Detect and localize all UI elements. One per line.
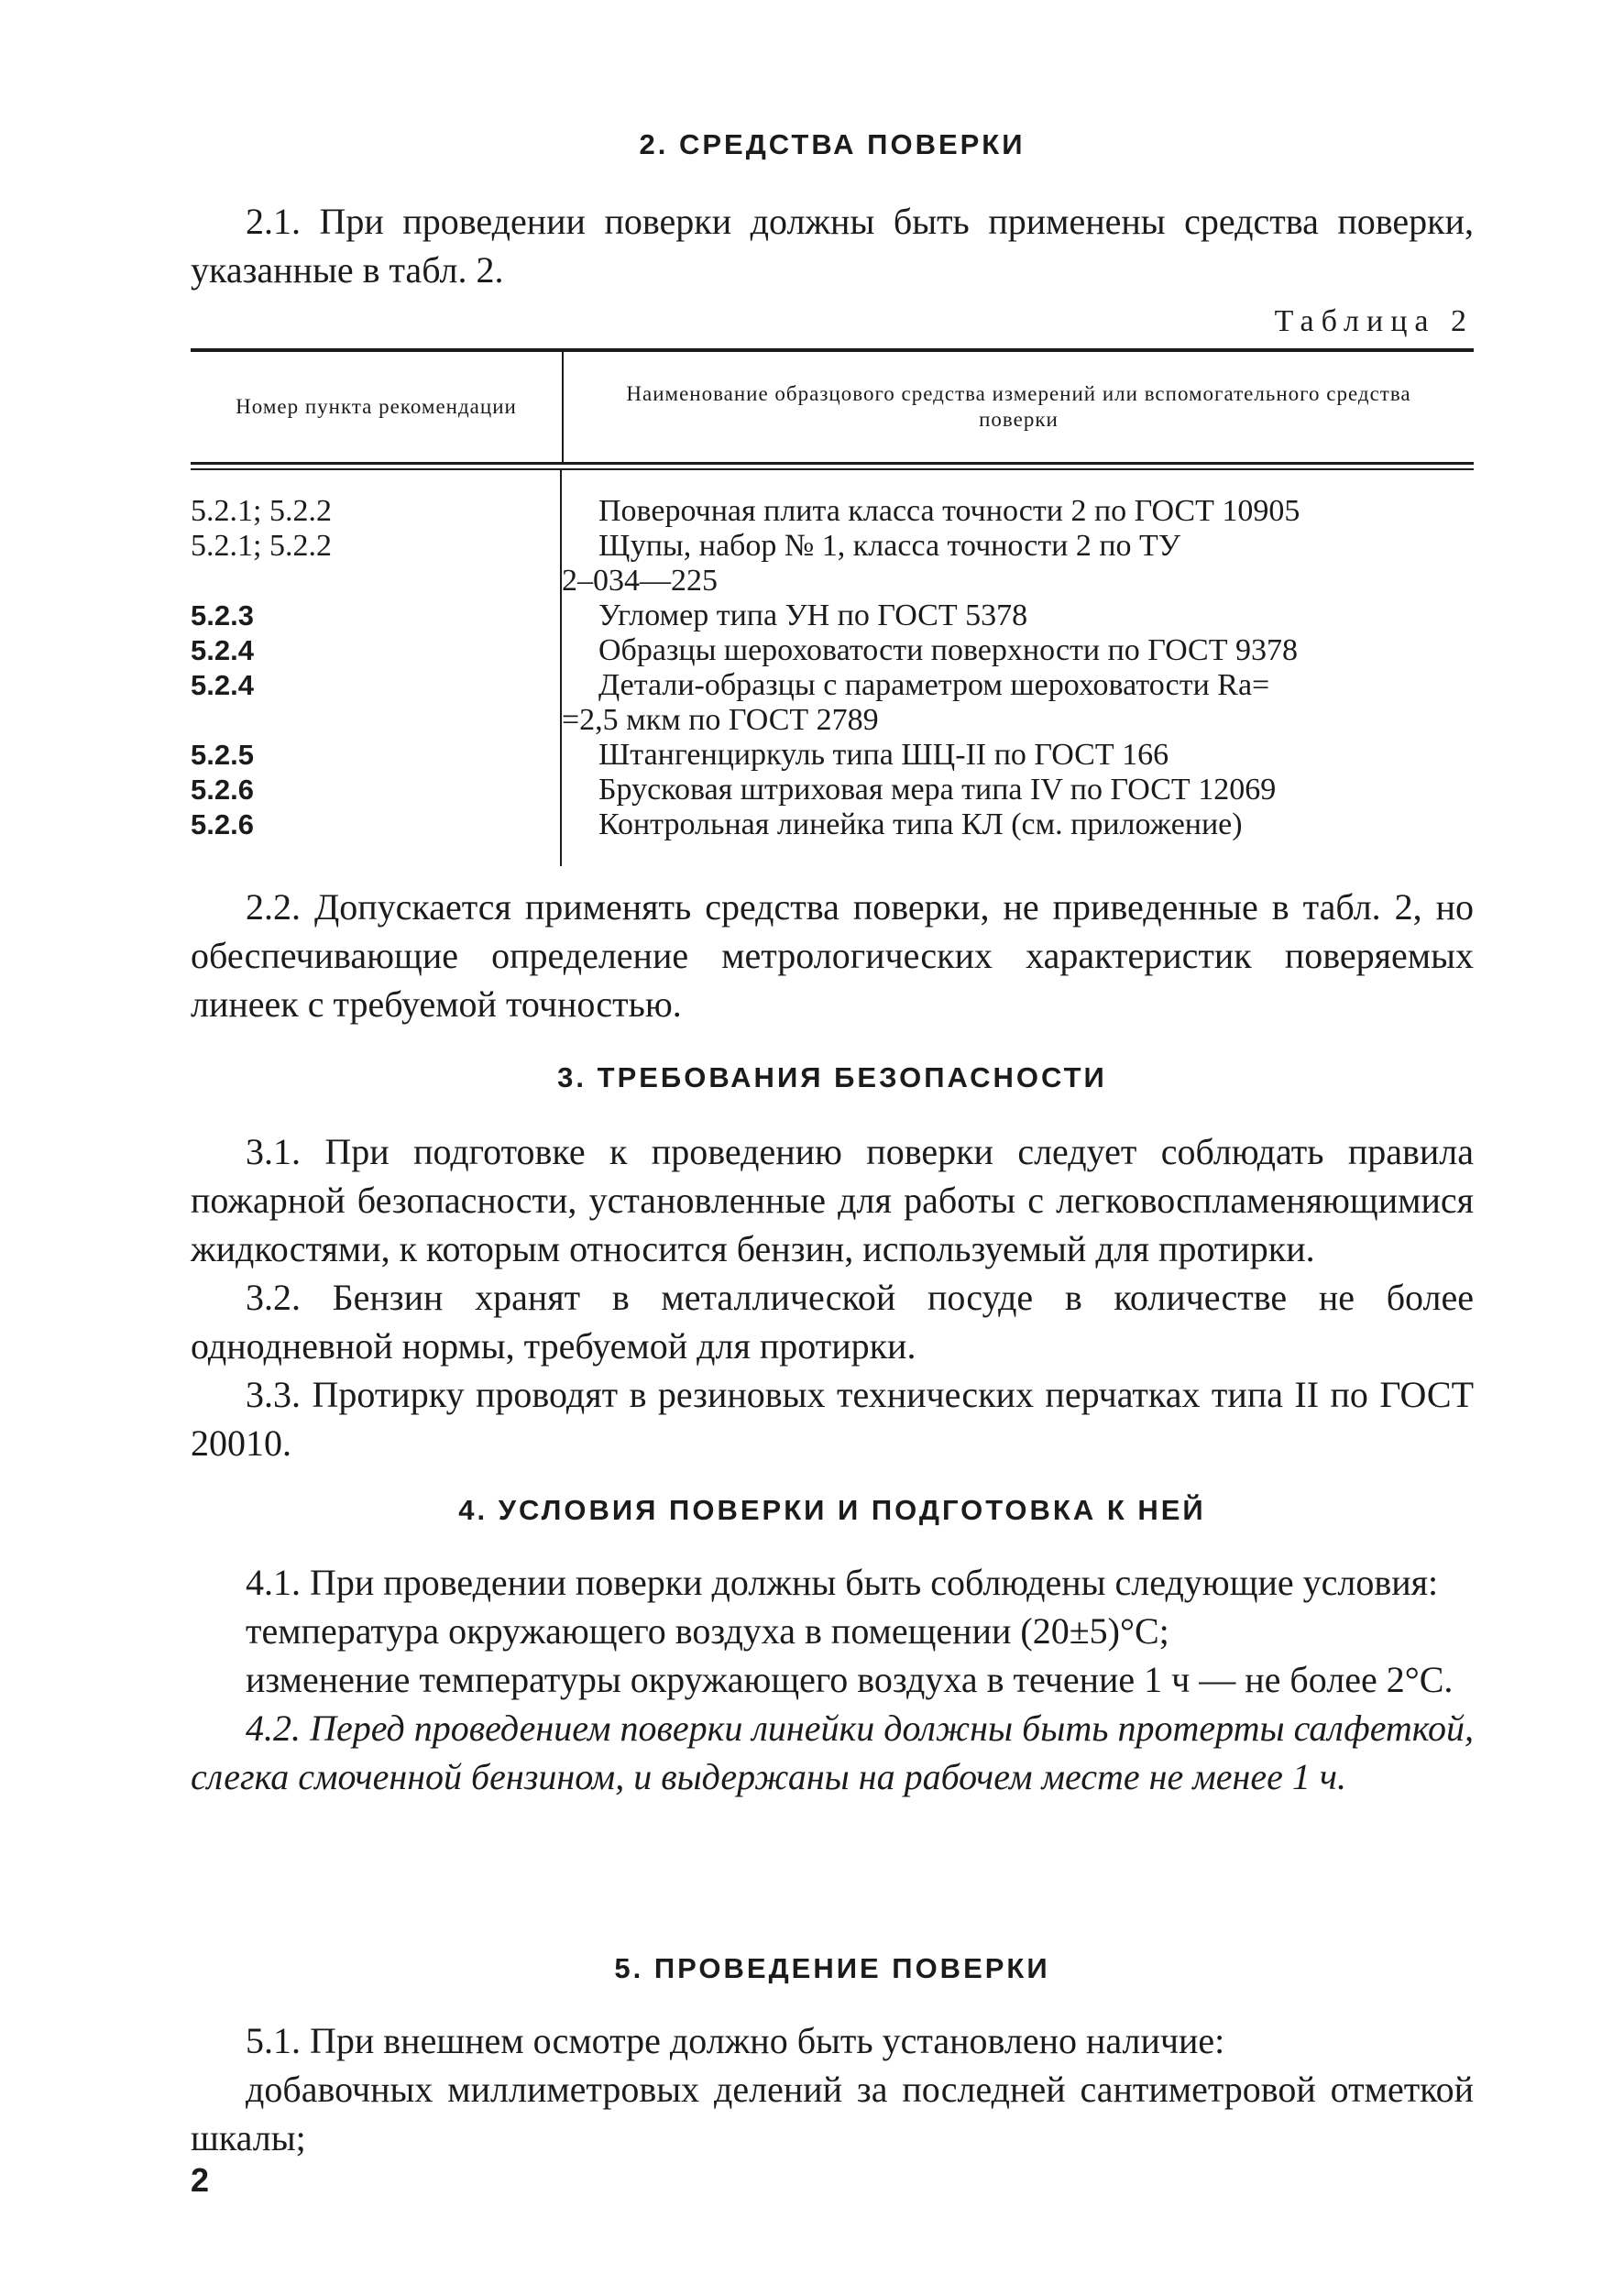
row-number: 5.2.6 — [191, 807, 562, 842]
table-spacer — [191, 842, 1474, 866]
row-number: 5.2.1; 5.2.2 — [191, 529, 562, 598]
table-spacer-col — [191, 842, 562, 866]
header-col-number: Номер пункта рекомендации — [191, 352, 564, 462]
paragraph-3-1: 3.1. При подготовке к проведению поверки следует соблюдать правила пожарной безопасности, установленные для работы с легковоспламеняющимися жидкостями, к которым относится бензин, используемый для протирки. — [191, 1131, 1474, 1269]
row-text-continued: 2–034—225 — [562, 564, 718, 598]
section-5-heading: 5. ПРОВЕДЕНИЕ ПОВЕРКИ — [614, 1952, 1050, 1984]
row-number: 5.2.6 — [191, 773, 562, 807]
row-text-block — [562, 668, 1474, 738]
table-row — [191, 633, 1474, 668]
paragraph-3-3: 3.3. Протирку проводят в резиновых технических перчатках типа II по ГОСТ 20010. — [191, 1374, 1474, 1464]
section-3-body — [191, 1127, 1474, 1467]
table-row — [191, 807, 1474, 842]
section-2-heading: 2. СРЕДСТВА ПОВЕРКИ — [639, 128, 1026, 160]
table-row — [191, 598, 1474, 633]
row-number: 5.2.1; 5.2.2 — [191, 494, 562, 529]
section-3-heading: 3. ТРЕБОВАНИЯ БЕЗОПАСНОСТИ — [557, 1061, 1107, 1093]
section-5-body — [191, 2016, 1474, 2162]
table-row — [191, 738, 1474, 773]
paragraph-2-2: 2.2. Допускается применять средства поверки, не приведенные в табл. 2, но обеспечивающие определение метрологических характеристик поверяемых линеек с требуемой точностью. — [191, 886, 1474, 1025]
row-text-block — [562, 529, 1474, 598]
row-text-continued: =2,5 мкм по ГОСТ 2789 — [562, 703, 879, 737]
paragraph-5-1-item: добавочных миллиметровых делений за последней сантиметровой отметкой шкалы; — [191, 2069, 1474, 2158]
row-text: Детали-образцы с параметром шероховатости Ra= — [598, 668, 1270, 702]
row-text: Брусковая штриховая мера типа IV по ГОСТ 12069 — [598, 773, 1277, 807]
table-spacer-col — [191, 470, 562, 494]
table-row — [191, 529, 1474, 598]
paragraph-3-2: 3.2. Бензин хранят в металлической посуде в количестве не более однодневной нормы, требуемой для протирки. — [191, 1277, 1474, 1367]
table-header-rule — [191, 462, 1474, 470]
table-row — [191, 494, 1474, 529]
row-number: 5.2.5 — [191, 738, 562, 773]
paragraph-4-2: 4.2. Перед проведением поверки линейки должны быть протерты салфеткой, слегка смоченной бензином, и выдержаны на рабочем месте не менее 1 ч. — [191, 1707, 1474, 1797]
row-text: Штангенциркуль типа ШЦ-II по ГОСТ 166 — [598, 738, 1169, 772]
row-number: 5.2.3 — [191, 598, 562, 633]
row-text: Угломер типа УН по ГОСТ 5378 — [598, 598, 1028, 632]
row-text: Образцы шероховатости поверхности по ГОСТ 9378 — [598, 633, 1299, 667]
paragraph-5-1: 5.1. При внешнем осмотре должно быть установлено наличие: — [246, 2020, 1225, 2061]
paragraph-2-1: 2.1. При проведении поверки должны быть применены средства поверки, указанные в табл. 2. — [191, 201, 1474, 291]
condition-temperature: температура окружающего воздуха в помещении (20±5)°С; — [246, 1610, 1169, 1652]
section-4-body — [191, 1558, 1474, 1801]
row-text: Поверочная плита класса точности 2 по ГОСТ 10905 — [598, 494, 1300, 528]
section-4-heading: 4. УСЛОВИЯ ПОВЕРКИ И ПОДГОТОВКА К НЕЙ — [458, 1494, 1206, 1526]
row-number: 5.2.4 — [191, 668, 562, 738]
table-2 — [191, 348, 1474, 866]
table-row — [191, 773, 1474, 807]
table-row — [191, 668, 1474, 738]
table-caption: Таблица 2 — [1274, 304, 1474, 338]
condition-temperature-change: изменение температуры окружающего воздуха в течение 1 ч — не более 2°С. — [246, 1659, 1454, 1700]
paragraph-4-1: 4.1. При проведении поверки должны быть соблюдены следующие условия: — [246, 1562, 1439, 1603]
row-text: Щупы, набор № 1, класса точности 2 по ТУ — [598, 529, 1180, 563]
table-spacer — [191, 470, 1474, 494]
table-header — [191, 352, 1474, 462]
page-number: 2 — [191, 2161, 210, 2199]
header-col-name: Наименование образцового средства измерений или вспомогательного средства поверки — [626, 382, 1411, 431]
row-text: Контрольная линейка типа КЛ (см. приложение) — [598, 807, 1243, 841]
row-number: 5.2.4 — [191, 633, 562, 668]
